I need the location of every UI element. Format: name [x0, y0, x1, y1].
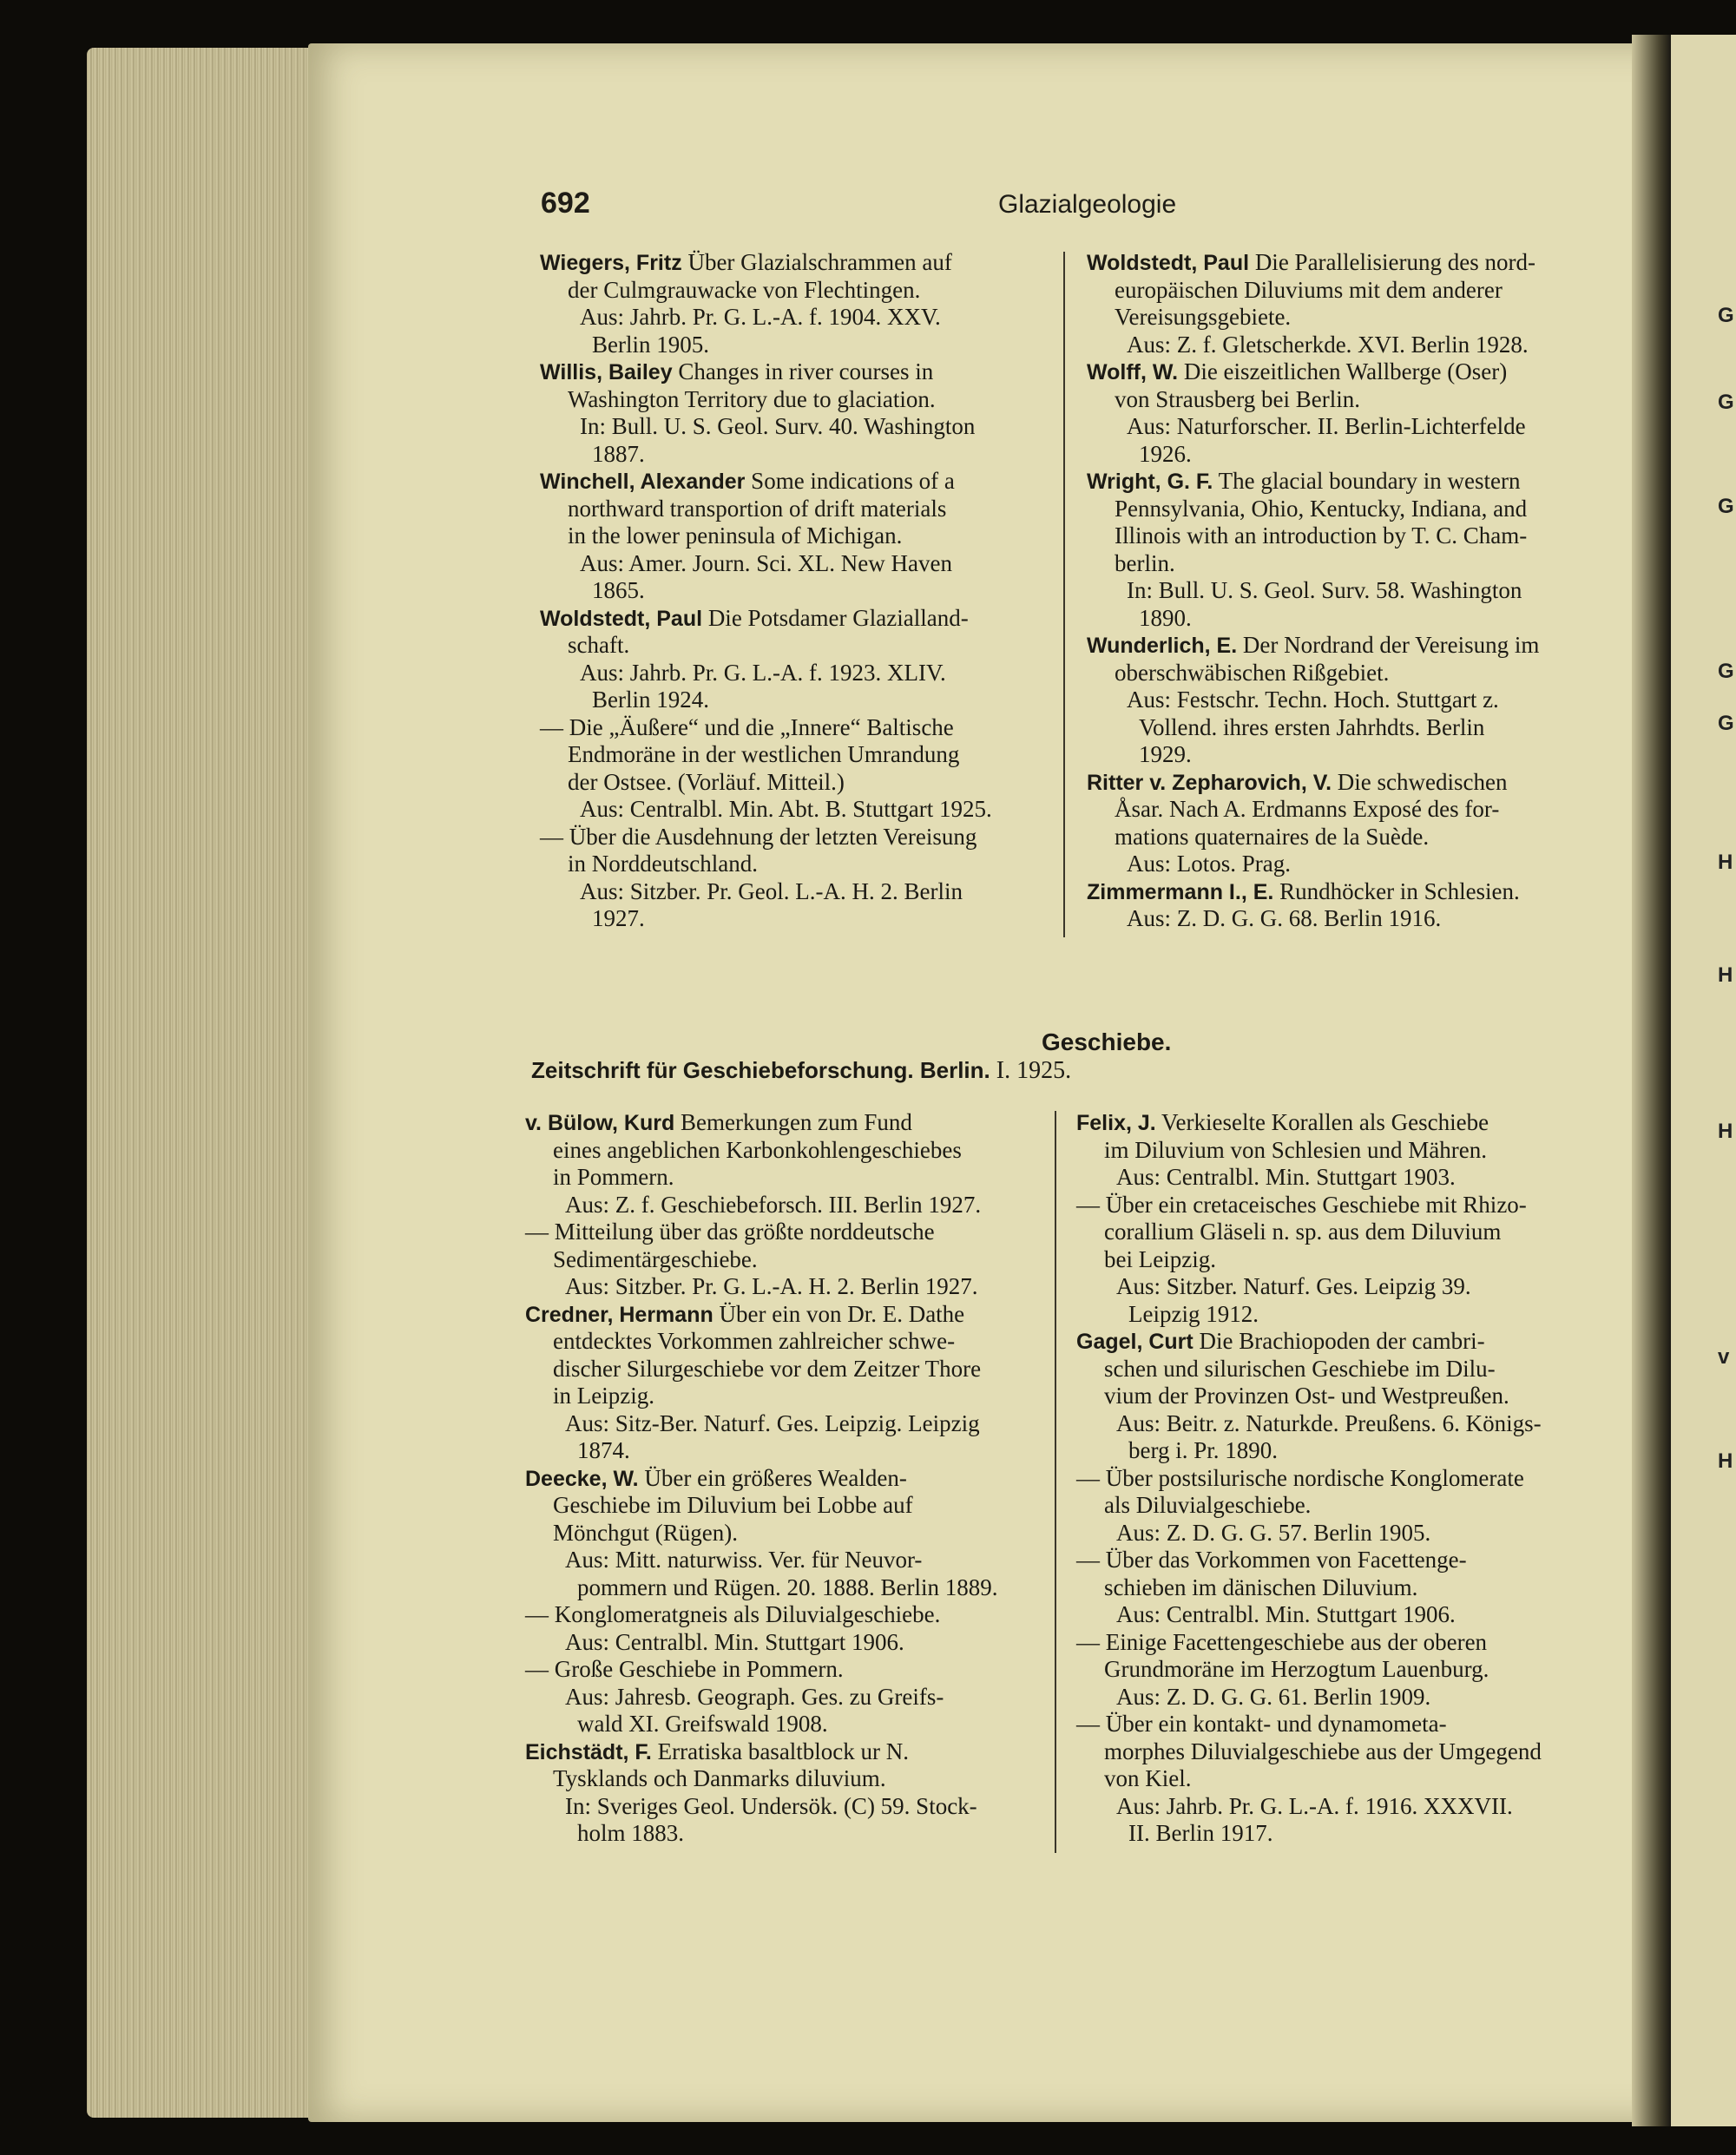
section-journal-line [531, 1057, 1071, 1085]
entry-first-line [540, 468, 992, 496]
bibliography-entry [1076, 1192, 1542, 1329]
entry-text: Der Nordrand der Vereisung im [1237, 632, 1540, 658]
entry-text: Rundhöcker in Schlesien. [1273, 877, 1520, 904]
entry-line [1087, 413, 1539, 441]
bibliography-entry [540, 358, 992, 468]
entry-line [1076, 1574, 1542, 1602]
entry-text: — Mitteilung über das größte norddeutsche [525, 1219, 935, 1245]
entry-text: von Kiel. [1104, 1765, 1192, 1791]
entry-line [525, 1629, 997, 1657]
entry-first-line [1087, 358, 1539, 386]
entry-first-line [1076, 1328, 1542, 1356]
column-divider-bottom [1055, 1111, 1056, 1853]
entry-author: Eichstädt, F. [525, 1739, 652, 1764]
entry-line [525, 1520, 997, 1547]
bibliography-entry [1087, 358, 1539, 468]
entry-text: Berlin 1905. [592, 331, 709, 358]
entry-line [1076, 1492, 1542, 1520]
entry-line [1087, 714, 1539, 742]
entry-text: Aus: Z. D. G. G. 68. Berlin 1916. [1127, 905, 1442, 931]
entry-first-line [1087, 249, 1539, 277]
entry-text: Aus: Lotos. Prag. [1127, 851, 1291, 877]
entry-author: Woldstedt, Paul [1087, 251, 1250, 275]
entry-text: Tysklands och Danmarks diluvium. [553, 1765, 886, 1791]
entry-text: in Pommern. [553, 1164, 674, 1190]
entry-line [1076, 1383, 1542, 1410]
entry-line [525, 1410, 997, 1438]
bibliography-entry [1076, 1109, 1542, 1192]
bibliography-entry [1087, 468, 1539, 632]
entry-text: — Über ein kontakt- und dynamometa- [1076, 1711, 1447, 1737]
facing-page-letter: G [1718, 712, 1734, 735]
book-page-edges [87, 48, 321, 2118]
entry-line [1087, 304, 1539, 332]
entry-text: Berlin 1924. [592, 687, 709, 713]
entry-text: Die Potsdamer Glazialland- [702, 604, 969, 631]
entry-line [540, 386, 992, 414]
entry-line [1076, 1219, 1542, 1246]
entry-text: der Culmgrauwacke von Flechtingen. [568, 276, 921, 303]
entry-line [1087, 386, 1539, 414]
entry-line [1087, 660, 1539, 687]
entry-line [525, 1246, 997, 1274]
entry-line [1087, 496, 1539, 523]
entry-first-line [525, 1656, 997, 1684]
entry-author: Gagel, Curt [1076, 1330, 1194, 1354]
entry-line [525, 1547, 997, 1574]
entry-line [540, 577, 992, 605]
entry-text: als Diluvialgeschiebe. [1104, 1492, 1312, 1518]
bibliography-entry [1087, 249, 1539, 358]
entry-line [540, 660, 992, 687]
entry-text: schen und silurischen Geschiebe im Dilu- [1104, 1355, 1496, 1382]
entry-text: Aus: Festschr. Techn. Hoch. Stuttgart z. [1127, 687, 1499, 713]
entry-line [540, 687, 992, 714]
entry-text: — Konglomeratgneis als Diluvialgeschiebe. [525, 1601, 941, 1627]
entry-author: Winchell, Alexander [540, 470, 746, 494]
entry-line [540, 632, 992, 660]
entry-line [540, 851, 992, 878]
entry-text: mations quaternaires de la Suède. [1115, 823, 1430, 850]
entry-text: Aus: Jahrb. Pr. G. L.-A. f. 1923. XLIV. [580, 659, 946, 686]
entry-line [1076, 1765, 1542, 1793]
entry-text: pommern und Rügen. 20. 1888. Berlin 1889. [577, 1574, 998, 1600]
entry-text: discher Silurgeschiebe vor dem Zeitzer Thore [553, 1355, 982, 1382]
entry-text: oberschwäbischen Rißgebiet. [1115, 659, 1390, 686]
entry-line [525, 1437, 997, 1465]
entry-line [1087, 550, 1539, 578]
entry-line [1076, 1656, 1542, 1684]
entry-text: Aus: Z. f. Gletscherkde. XVI. Berlin 1928. [1127, 331, 1529, 358]
entry-text: Vereisungsgebiete. [1115, 304, 1292, 330]
entry-text: europäischen Diluviums mit dem anderer [1115, 276, 1503, 303]
entry-line [540, 522, 992, 550]
facing-page-letter: H [1718, 851, 1733, 874]
facing-page-letter: H [1718, 1449, 1733, 1473]
entry-first-line [1076, 1465, 1542, 1493]
entry-text: In: Bull. U. S. Geol. Surv. 58. Washington [1127, 577, 1522, 603]
entry-text: Aus: Centralbl. Min. Stuttgart 1906. [565, 1628, 904, 1655]
entry-text: — Einige Facettengeschiebe aus der oberen [1076, 1628, 1488, 1655]
entry-text: — Die „Äußere“ und die „Innere“ Baltische [540, 713, 954, 740]
entry-author: Credner, Hermann [525, 1302, 713, 1327]
entry-text: The glacial boundary in western [1213, 468, 1521, 494]
entry-first-line [540, 605, 992, 633]
entry-first-line [540, 358, 992, 386]
entry-text: Aus: Z. D. G. G. 61. Berlin 1909. [1116, 1683, 1431, 1710]
bibliography-entry [525, 1109, 997, 1219]
entry-text: Die eiszeitlichen Wallberge (Oser) [1178, 358, 1508, 384]
entry-text: Über ein größeres Wealden- [638, 1464, 907, 1491]
entry-line [1087, 905, 1539, 933]
entry-line [540, 441, 992, 469]
facing-page-letter: G [1718, 495, 1734, 518]
entry-line [540, 796, 992, 824]
column-top-left [540, 249, 992, 933]
bibliography-entry [540, 714, 992, 824]
entry-author: Woldstedt, Paul [540, 606, 703, 631]
entry-first-line [525, 1738, 997, 1766]
entry-line [1087, 687, 1539, 714]
entry-line [525, 1328, 997, 1356]
running-title: Glazialgeologie [998, 190, 1177, 219]
entry-line [1076, 1164, 1542, 1192]
entry-text: Illinois with an introduction by T. C. Cham- [1115, 522, 1528, 549]
entry-line [525, 1273, 997, 1301]
entry-first-line [525, 1301, 997, 1329]
bibliography-entry [1076, 1711, 1542, 1848]
entry-text: northward transportion of drift materials [568, 495, 947, 522]
entry-text: Aus: Sitzber. Pr. Geol. L.-A. H. 2. Berlin [580, 877, 963, 904]
entry-line [540, 905, 992, 933]
entry-line [540, 496, 992, 523]
column-divider-top [1063, 252, 1065, 937]
entry-text: Aus: Jahrb. Pr. G. L.-A. f. 1904. XXV. [580, 304, 941, 330]
entry-line [1087, 605, 1539, 633]
entry-author: Wunderlich, E. [1087, 634, 1238, 658]
entry-text: vium der Provinzen Ost- und Westpreußen. [1104, 1383, 1509, 1409]
entry-text: holm 1883. [577, 1820, 685, 1846]
bibliography-entry [525, 1656, 997, 1738]
entry-text: Aus: Sitzber. Pr. G. L.-A. H. 2. Berlin 1927. [565, 1273, 978, 1299]
facing-page-edge [1671, 35, 1736, 2126]
entry-text: Aus: Mitt. naturwiss. Ver. für Neuvor- [565, 1547, 923, 1573]
entry-line [1087, 824, 1539, 851]
bibliography-entry [1076, 1547, 1542, 1629]
entry-line [540, 332, 992, 359]
column-bottom-right [1076, 1109, 1542, 1848]
entry-first-line [1076, 1711, 1542, 1738]
entry-text: II. Berlin 1917. [1128, 1820, 1273, 1846]
entry-author: v. Bülow, Kurd [525, 1111, 675, 1135]
entry-line [525, 1383, 997, 1410]
entry-text: In: Bull. U. S. Geol. Surv. 40. Washington [580, 413, 976, 439]
entry-text: Vollend. ihres ersten Jahrhdts. Berlin [1139, 713, 1485, 740]
entry-text: eines angeblichen Karbonkohlengeschiebes [553, 1136, 962, 1163]
entry-text: in the lower peninsula of Michigan. [568, 522, 903, 549]
bibliography-entry [1087, 769, 1539, 878]
bibliography-entry [540, 249, 992, 358]
entry-text: Some indications of a [745, 468, 955, 494]
entry-first-line [1076, 1629, 1542, 1657]
entry-line [525, 1711, 997, 1738]
entry-first-line [540, 824, 992, 851]
entry-text: — Große Geschiebe in Pommern. [525, 1656, 844, 1682]
entry-line [1076, 1137, 1542, 1165]
entry-text: morphes Diluvialgeschiebe aus der Umgegend [1104, 1738, 1542, 1764]
facing-page-letter: v [1718, 1345, 1730, 1369]
entry-text: im Diluvium von Schlesien und Mähren. [1104, 1136, 1487, 1163]
entry-text: berg i. Pr. 1890. [1128, 1437, 1279, 1463]
entry-first-line [1076, 1547, 1542, 1574]
entry-line [525, 1356, 997, 1383]
entry-line [1076, 1684, 1542, 1712]
page-header [0, 187, 1736, 221]
entry-text: Sedimentärgeschiebe. [553, 1245, 758, 1272]
entry-text: der Ostsee. (Vorläuf. Mitteil.) [568, 768, 845, 795]
journal-volume: I. 1925. [990, 1057, 1072, 1084]
entry-text: bei Leipzig. [1104, 1245, 1216, 1272]
entry-line [1076, 1437, 1542, 1465]
entry-text: in Norddeutschland. [568, 851, 758, 877]
entry-line [1087, 741, 1539, 769]
facing-page-letter: H [1718, 1120, 1733, 1143]
entry-text: corallium Gläseli n. sp. aus dem Diluvium [1104, 1219, 1502, 1245]
facing-page-letter: G [1718, 391, 1734, 414]
entry-text: Aus: Centralbl. Min. Stuttgart 1906. [1116, 1601, 1456, 1627]
entry-text: Changes in river courses in [672, 358, 934, 384]
column-top-right [1087, 249, 1539, 933]
entry-text: Über ein von Dr. E. Dathe [713, 1300, 965, 1327]
bibliography-entry [1087, 632, 1539, 769]
entry-text: Erratiska basaltblock ur N. [651, 1738, 910, 1764]
entry-text: — Über postsilurische nordische Konglomerate [1076, 1464, 1524, 1491]
entry-author: Wiegers, Fritz [540, 251, 682, 275]
entry-first-line [525, 1465, 997, 1493]
entry-author: Zimmermann I., E. [1087, 879, 1274, 904]
entry-text: Mönchgut (Rügen). [553, 1519, 738, 1546]
bibliography-entry [540, 824, 992, 933]
entry-line [525, 1192, 997, 1219]
entry-text: — Über ein cretaceisches Geschiebe mit Rhizo- [1076, 1191, 1527, 1218]
entry-line [1087, 577, 1539, 605]
entry-text: entdecktes Vorkommen zahlreicher schwe- [553, 1328, 956, 1354]
entry-author: Ritter v. Zepharovich, V. [1087, 770, 1332, 795]
entry-author: Deecke, W. [525, 1466, 639, 1491]
entry-author: Wright, G. F. [1087, 470, 1213, 494]
entry-line [1076, 1820, 1542, 1848]
entry-text: Die Parallelisierung des nord- [1249, 249, 1535, 275]
entry-first-line [1076, 1109, 1542, 1137]
entry-line [1087, 332, 1539, 359]
entry-text: Aus: Sitz-Ber. Naturf. Ges. Leipzig. Leipzig [565, 1409, 980, 1436]
entry-first-line [540, 249, 992, 277]
column-bottom-left [525, 1109, 997, 1848]
entry-text: von Strausberg bei Berlin. [1115, 385, 1360, 412]
bibliography-entry [540, 605, 992, 714]
entry-author: Felix, J. [1076, 1111, 1156, 1135]
entry-text: Verkieselte Korallen als Geschiebe [1155, 1109, 1489, 1135]
entry-line [1076, 1246, 1542, 1274]
bibliography-entry [525, 1465, 997, 1602]
entry-line [1076, 1738, 1542, 1766]
entry-text: Aus: Jahrb. Pr. G. L.-A. f. 1916. XXXVII. [1116, 1792, 1513, 1819]
bibliography-entry [1087, 878, 1539, 933]
entry-text: Aus: Z. D. G. G. 57. Berlin 1905. [1116, 1519, 1431, 1546]
bibliography-entry [525, 1601, 997, 1656]
entry-text: Washington Territory due to glaciation. [568, 385, 936, 412]
facing-page-letter: G [1718, 304, 1734, 327]
entry-text: Bemerkungen zum Fund [674, 1109, 912, 1135]
entry-line [540, 550, 992, 578]
entry-text: schaft. [568, 632, 630, 658]
entry-text: 1887. [592, 440, 645, 467]
entry-line [1087, 522, 1539, 550]
entry-text: Die schwedischen [1332, 768, 1508, 795]
entry-text: Aus: Naturforscher. II. Berlin-Lichterfelde [1127, 413, 1526, 439]
entry-line [1076, 1273, 1542, 1301]
bibliography-entry [1076, 1328, 1542, 1465]
entry-text: Geschiebe im Diluvium bei Lobbe auf [553, 1492, 913, 1518]
entry-line [1087, 796, 1539, 824]
entry-text: 1865. [592, 577, 645, 603]
entry-text: Aus: Z. f. Geschiebeforsch. III. Berlin 1927. [565, 1191, 982, 1218]
entry-text: Aus: Sitzber. Naturf. Ges. Leipzig 39. [1116, 1273, 1471, 1299]
entry-first-line [1087, 632, 1539, 660]
entry-first-line [1087, 878, 1539, 906]
bibliography-entry [525, 1738, 997, 1848]
entry-line [540, 769, 992, 797]
entry-line [1076, 1301, 1542, 1329]
entry-line [525, 1793, 997, 1821]
entry-text: 1926. [1139, 440, 1192, 467]
entry-text: schieben im dänischen Diluvium. [1104, 1574, 1418, 1600]
entry-text: 1927. [592, 905, 645, 931]
journal-title: Zeitschrift für Geschiebeforschung. Berlin. [531, 1057, 990, 1083]
entry-text: in Leipzig. [553, 1383, 654, 1409]
entry-text: Die Brachiopoden der cambri- [1193, 1328, 1485, 1354]
entry-line [1076, 1793, 1542, 1821]
entry-first-line [525, 1219, 997, 1246]
entry-text: Aus: Jahresb. Geograph. Ges. zu Greifs- [565, 1683, 944, 1710]
entry-text: Aus: Amer. Journ. Sci. XL. New Haven [580, 549, 952, 576]
book-gutter [1632, 35, 1671, 2126]
entry-line [540, 277, 992, 305]
entry-line [540, 741, 992, 769]
bibliography-entry [525, 1301, 997, 1465]
entry-line [540, 878, 992, 906]
entry-text: Aus: Centralbl. Min. Abt. B. Stuttgart 1925. [580, 796, 992, 822]
entry-line [525, 1765, 997, 1793]
entry-line [1076, 1356, 1542, 1383]
entry-text: wald XI. Greifswald 1908. [577, 1711, 828, 1737]
section-title: Geschiebe. [1042, 1028, 1172, 1055]
page-number: 692 [541, 187, 590, 220]
entry-text: Leipzig 1912. [1128, 1300, 1259, 1327]
entry-line [525, 1492, 997, 1520]
entry-text: Pennsylvania, Ohio, Kentucky, Indiana, and [1115, 495, 1528, 522]
entry-first-line [525, 1109, 997, 1137]
entry-line [540, 304, 992, 332]
entry-line [525, 1574, 997, 1602]
entry-text: Aus: Centralbl. Min. Stuttgart 1903. [1116, 1164, 1456, 1190]
entry-author: Willis, Bailey [540, 360, 673, 384]
bibliography-entry [540, 468, 992, 605]
entry-line [1076, 1601, 1542, 1629]
entry-first-line [540, 714, 992, 742]
entry-line [525, 1820, 997, 1848]
entry-line [1076, 1520, 1542, 1547]
entry-line [525, 1137, 997, 1165]
entry-line [525, 1164, 997, 1192]
entry-first-line [1087, 769, 1539, 797]
entry-text: 1929. [1139, 741, 1192, 767]
entry-text: 1874. [577, 1437, 630, 1463]
entry-text: In: Sveriges Geol. Undersök. (C) 59. Stock- [565, 1792, 977, 1819]
bibliography-entry [1076, 1629, 1542, 1712]
entry-line [1087, 277, 1539, 305]
entry-line [525, 1684, 997, 1712]
entry-text: Åsar. Nach A. Erdmanns Exposé des for- [1115, 796, 1500, 822]
entry-line [1087, 441, 1539, 469]
entry-text: 1890. [1139, 604, 1192, 631]
entry-first-line [1087, 468, 1539, 496]
facing-page-letter: H [1718, 963, 1733, 987]
entry-line [540, 413, 992, 441]
entry-first-line [1076, 1192, 1542, 1219]
facing-page-letter: G [1718, 660, 1734, 683]
entry-text: berlin. [1115, 549, 1175, 576]
entry-text: Grundmoräne im Herzogtum Lauenburg. [1104, 1656, 1489, 1682]
entry-author: Wolff, W. [1087, 360, 1179, 384]
entry-first-line [525, 1601, 997, 1629]
entry-line [1076, 1410, 1542, 1438]
entry-text: Endmoräne in der westlichen Umrandung [568, 741, 960, 767]
bibliography-entry [525, 1219, 997, 1301]
entry-text: Über Glazialschrammen auf [681, 249, 952, 275]
bibliography-entry [1076, 1465, 1542, 1547]
entry-text: Aus: Beitr. z. Naturkde. Preußens. 6. Königs- [1116, 1409, 1542, 1436]
entry-line [1087, 851, 1539, 878]
entry-text: — Über das Vorkommen von Facettenge- [1076, 1547, 1467, 1573]
entry-text: — Über die Ausdehnung der letzten Vereisung [540, 823, 977, 850]
